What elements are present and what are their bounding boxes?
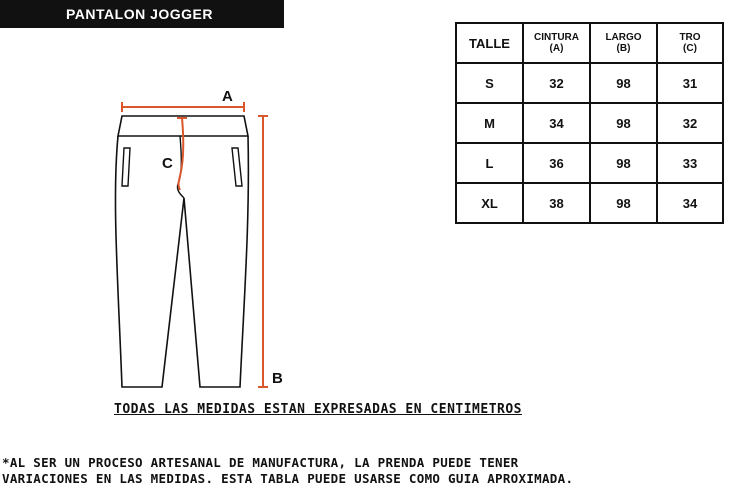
cell-cintura: 38 bbox=[523, 183, 590, 223]
cell-tro: 32 bbox=[657, 103, 723, 143]
measure-b-line bbox=[258, 116, 268, 387]
product-title: PANTALON JOGGER bbox=[0, 0, 284, 28]
units-note: TODAS LAS MEDIDAS ESTAN EXPRESADAS EN CENTIMETROS bbox=[114, 402, 523, 417]
disclaimer-line-2: VARIACIONES EN LAS MEDIDAS. ESTA TABLA PUEDE USARSE COMO GUIA APROXIMADA. bbox=[2, 471, 574, 486]
left-pocket bbox=[122, 148, 130, 186]
cell-largo: 98 bbox=[590, 63, 657, 103]
label-c: C bbox=[162, 155, 173, 172]
table-row bbox=[456, 103, 723, 143]
cell-largo: 98 bbox=[590, 103, 657, 143]
disclaimer bbox=[2, 455, 750, 487]
size-table bbox=[455, 22, 724, 224]
cell-tro: 33 bbox=[657, 143, 723, 183]
cell-tro: 31 bbox=[657, 63, 723, 103]
cell-size: L bbox=[456, 143, 523, 183]
cell-size: XL bbox=[456, 183, 523, 223]
label-b: B bbox=[272, 370, 283, 387]
header-talle: TALLE bbox=[456, 23, 523, 63]
table-row bbox=[456, 143, 723, 183]
cell-size: S bbox=[456, 63, 523, 103]
cell-cintura: 32 bbox=[523, 63, 590, 103]
cell-largo: 98 bbox=[590, 183, 657, 223]
cell-tro: 34 bbox=[657, 183, 723, 223]
table-row bbox=[456, 183, 723, 223]
header-tro: TRO (C) bbox=[657, 23, 723, 63]
disclaimer-line-1: *AL SER UN PROCESO ARTESANAL DE MANUFACTURA, LA PRENDA PUEDE TENER bbox=[2, 455, 519, 470]
header-cintura: CINTURA (A) bbox=[523, 23, 590, 63]
cell-largo: 98 bbox=[590, 143, 657, 183]
label-a: A bbox=[222, 88, 233, 105]
header-largo: LARGO (B) bbox=[590, 23, 657, 63]
table-row bbox=[456, 63, 723, 103]
pants-outline bbox=[115, 136, 248, 387]
cell-cintura: 36 bbox=[523, 143, 590, 183]
cell-size: M bbox=[456, 103, 523, 143]
right-pocket bbox=[232, 148, 242, 186]
cell-cintura: 34 bbox=[523, 103, 590, 143]
table-header-row bbox=[456, 23, 723, 63]
pants-diagram bbox=[100, 80, 300, 400]
measure-c-line bbox=[177, 118, 187, 190]
